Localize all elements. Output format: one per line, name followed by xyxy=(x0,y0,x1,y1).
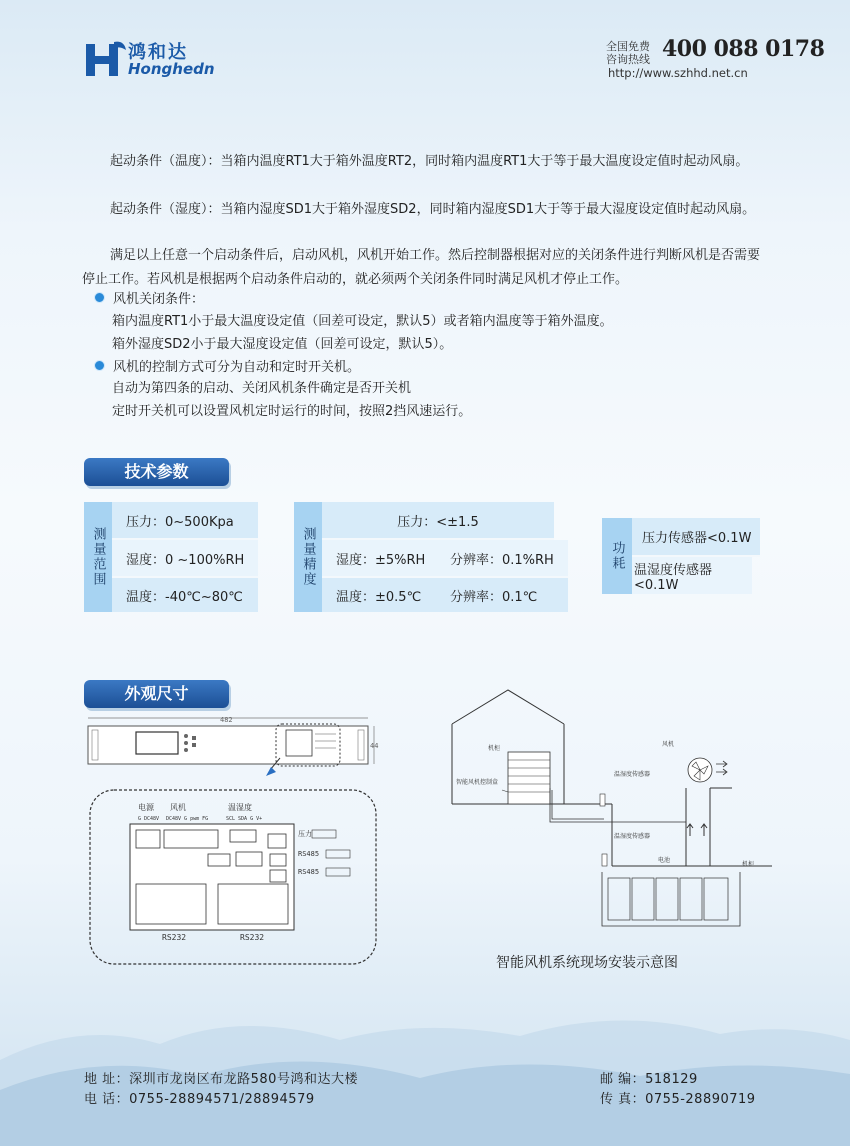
install-diagram xyxy=(446,688,776,946)
bullet-icon xyxy=(94,360,105,371)
label-sensor-indoor: 温湿度传感器 xyxy=(614,833,651,840)
table-cell: 湿度：0 ~100%RH xyxy=(112,540,258,578)
brand-name-cn: 鸿和达 xyxy=(128,42,188,63)
footer-fax: 传 真：0755-28890719 xyxy=(600,1092,756,1107)
label-power: 电源 xyxy=(138,803,154,812)
section-title-tech: 技术参数 xyxy=(84,458,229,486)
hotline-number: 400 088 0178 xyxy=(662,36,825,62)
label-sensor-outdoor: 温湿度传感器 xyxy=(614,771,651,778)
website-link[interactable]: http://www.szhhd.net.cn xyxy=(608,66,748,80)
label-controller: 智能风机控制盒 xyxy=(456,779,499,786)
install-caption: 智能风机系统现场安装示意图 xyxy=(496,955,678,971)
label-fan: 风机 xyxy=(662,741,675,748)
footer-phone: 电 话：0755-28894571/28894579 xyxy=(84,1092,315,1107)
table-cell: 温度：±0.5℃ 分辨率：0.1℃ xyxy=(322,578,568,612)
table-power xyxy=(602,518,760,594)
table-cell: 温湿度传感器<0.1W xyxy=(632,557,752,594)
table-header: 功耗 xyxy=(602,518,632,594)
dimension-drawing xyxy=(80,712,380,970)
paragraph-start-temp: 起动条件（温度）：当箱内温度RT1大于箱外温度RT2，同时箱内温度RT1大于等于最大温度设定值时起动风扇。 xyxy=(110,154,749,169)
label-rs485-2: RS485 xyxy=(298,868,320,876)
table-cell: 压力传感器<0.1W xyxy=(632,518,760,557)
table-cell: 压力：0~500Kpa xyxy=(112,502,258,540)
footer-postcode: 邮 编：518129 xyxy=(600,1072,698,1087)
label-rs232-1: RS232 xyxy=(162,933,187,942)
table-measure-range xyxy=(84,502,258,612)
hotline-label: 全国免费 咨询热线 xyxy=(606,40,650,66)
brand-name-en: Honghedn xyxy=(128,60,215,78)
pins-th: SCL SDA G V+ xyxy=(226,816,263,822)
pins-fan: DC48V G pwm FG xyxy=(166,816,209,822)
label-pressure: 压力 xyxy=(298,830,312,838)
label-battery: 电池 xyxy=(658,857,671,864)
paragraph-run-logic: 满足以上任意一个启动条件后，启动风机，风机开始工作。然后控制器根据对应的关闭条件进行判断风机是否需要停止工作。若风机是根据两个启动条件启动的，就必须两个关闭条件同时满足风机才停止工作。 xyxy=(82,248,761,287)
label-rs485-1: RS485 xyxy=(298,850,320,858)
label-cabinet: 机柜 xyxy=(488,745,501,752)
bullet-icon xyxy=(94,292,105,303)
footer-address: 地 址：深圳市龙岗区布龙路580号鸿和达大楼 xyxy=(84,1072,358,1087)
bullet-control-mode: 风机的控制方式可分为自动和定时开关机。 xyxy=(94,356,774,379)
label-fan: 风机 xyxy=(170,803,186,812)
control-mode-timer: 定时开关机可以设置风机定时运行的时间，按照2挡风速运行。 xyxy=(112,404,472,419)
height-mark: 44 xyxy=(370,742,379,750)
stop-condition-1: 箱内温度RT1小于最大温度设定值（回差可设定，默认5）或者箱内温度等于箱外温度。 xyxy=(112,314,613,329)
pins-power: G DC48V xyxy=(138,816,160,822)
table-cell: 压力：<±1.5 xyxy=(322,502,554,540)
table-measure-accuracy xyxy=(294,502,568,612)
control-mode-auto: 自动为第四条的启动、关闭风机条件确定是否开关机 xyxy=(112,381,412,396)
label-th: 温湿度 xyxy=(228,803,252,812)
paragraph-start-humidity: 起动条件（湿度）：当箱内湿度SD1大于箱外湿度SD2，同时箱内湿度SD1大于等于最大湿度设定值时起动风扇。 xyxy=(110,202,756,217)
table-cell: 湿度：±5%RH 分辨率：0.1%RH xyxy=(322,540,568,578)
brand-logo-icon xyxy=(84,38,128,82)
width-mark: 482 xyxy=(220,716,233,724)
bullet-fan-stop: 风机关闭条件： xyxy=(94,288,774,311)
table-cell: 温度：-40℃~80℃ xyxy=(112,578,258,612)
stop-condition-2: 箱外湿度SD2小于最大湿度设定值（回差可设定，默认5）。 xyxy=(112,337,453,352)
table-header: 测量范围 xyxy=(84,502,112,612)
label-rs232-2: RS232 xyxy=(240,933,265,942)
table-header: 测量精度 xyxy=(294,502,322,612)
label-rack: 机柜 xyxy=(742,861,755,868)
section-title-dimensions: 外观尺寸 xyxy=(84,680,229,708)
